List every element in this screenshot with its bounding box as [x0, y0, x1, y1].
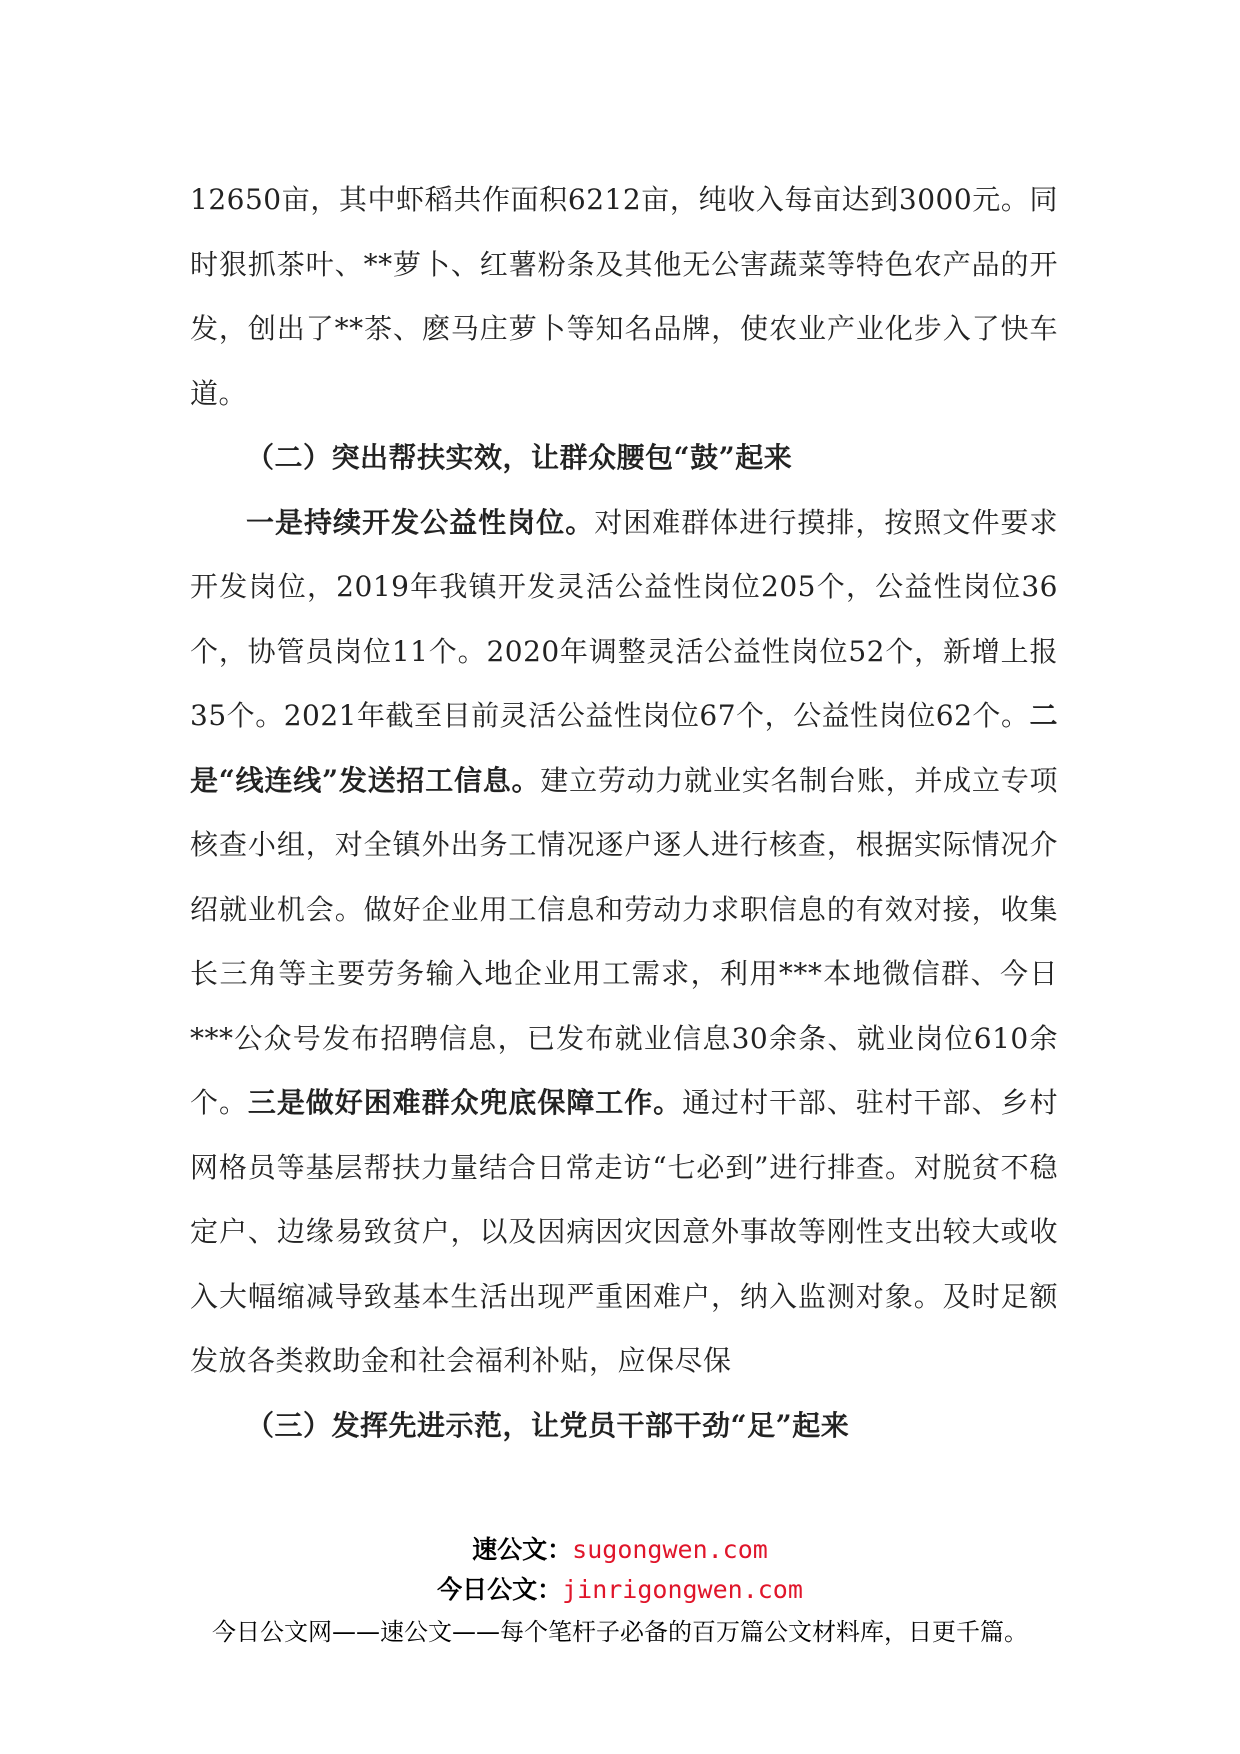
document-body — [190, 168, 1058, 1458]
footer-label-2: 今日公文： — [437, 1575, 563, 1604]
footer-tagline: 今日公文网——速公文——每个笔杆子必备的百万篇公文材料库，日更千篇。 — [212, 1618, 1028, 1646]
paragraph-lead-2: 二是“线连线”发送招工信息。 — [190, 699, 1058, 797]
section-heading-2: （二）突出帮扶实效，让群众腰包“鼓”起来 — [246, 441, 793, 474]
footer-jinrigongwen — [0, 1570, 1240, 1606]
paragraph-text-1: 对困难群体进行摸排，按照文件要求开发岗位，2019年我镇开发灵活公益性岗位205个，公益性岗位36个，协管员岗位11个。2020年调整灵活公益性岗位52个，新增上报35个。2021年截至目前灵活公益性岗位67个，公益性岗位62个。 — [190, 505, 1058, 732]
body-paragraph-1: 12650亩，其中虾稻共作面积6212亩，纯收入每亩达到3000元。同时狠抓茶叶、**萝卜、红薯粉条及其他无公害蔬菜等特色农产品的开发，创出了**茶、麽马庄萝卜等知名品牌，使农业产业化步入了快车道。 — [190, 183, 1058, 410]
footer-link-jinrigongwen[interactable]: jinrigongwen.com — [562, 1575, 803, 1604]
paragraph-text-3: 通过村干部、驻村干部、乡村网格员等基层帮扶力量结合日常走访“七必到”进行排查。对脱贫不稳定户、边缘易致贫户，以及因病因灾因意外事故等刚性支出较大或收入大幅缩减导致基本生活出现严重困难户，纳入监测对象。及时足额发放各类救助金和社会福利补贴，应保尽保 — [190, 1086, 1058, 1377]
paragraph-text-2: 建立劳动力就业实名制台账，并成立专项核查小组，对全镇外出务工情况逐户逐人进行核查，根据实际情况介绍就业机会。做好企业用工信息和劳动力求职信息的有效对接，收集长三角等主要劳务输入地企业用工需求，利用***本地微信群、今日***公众号发布招聘信息，已发布就业信息30余条、就业岗位610余个。 — [190, 763, 1058, 1119]
body-paragraph-2 — [190, 491, 1058, 1394]
footer-link-sugongwen[interactable]: sugongwen.com — [572, 1535, 768, 1564]
paragraph-lead-3: 三是做好困难群众兜底保障工作。 — [247, 1086, 683, 1119]
footer-sugongwen — [0, 1530, 1240, 1566]
footer-label-1: 速公文： — [472, 1535, 573, 1564]
section-heading-3: （三）发挥先进示范，让党员干部干劲“足”起来 — [246, 1408, 850, 1442]
paragraph-lead-1: 一是持续开发公益性岗位。 — [246, 505, 595, 539]
